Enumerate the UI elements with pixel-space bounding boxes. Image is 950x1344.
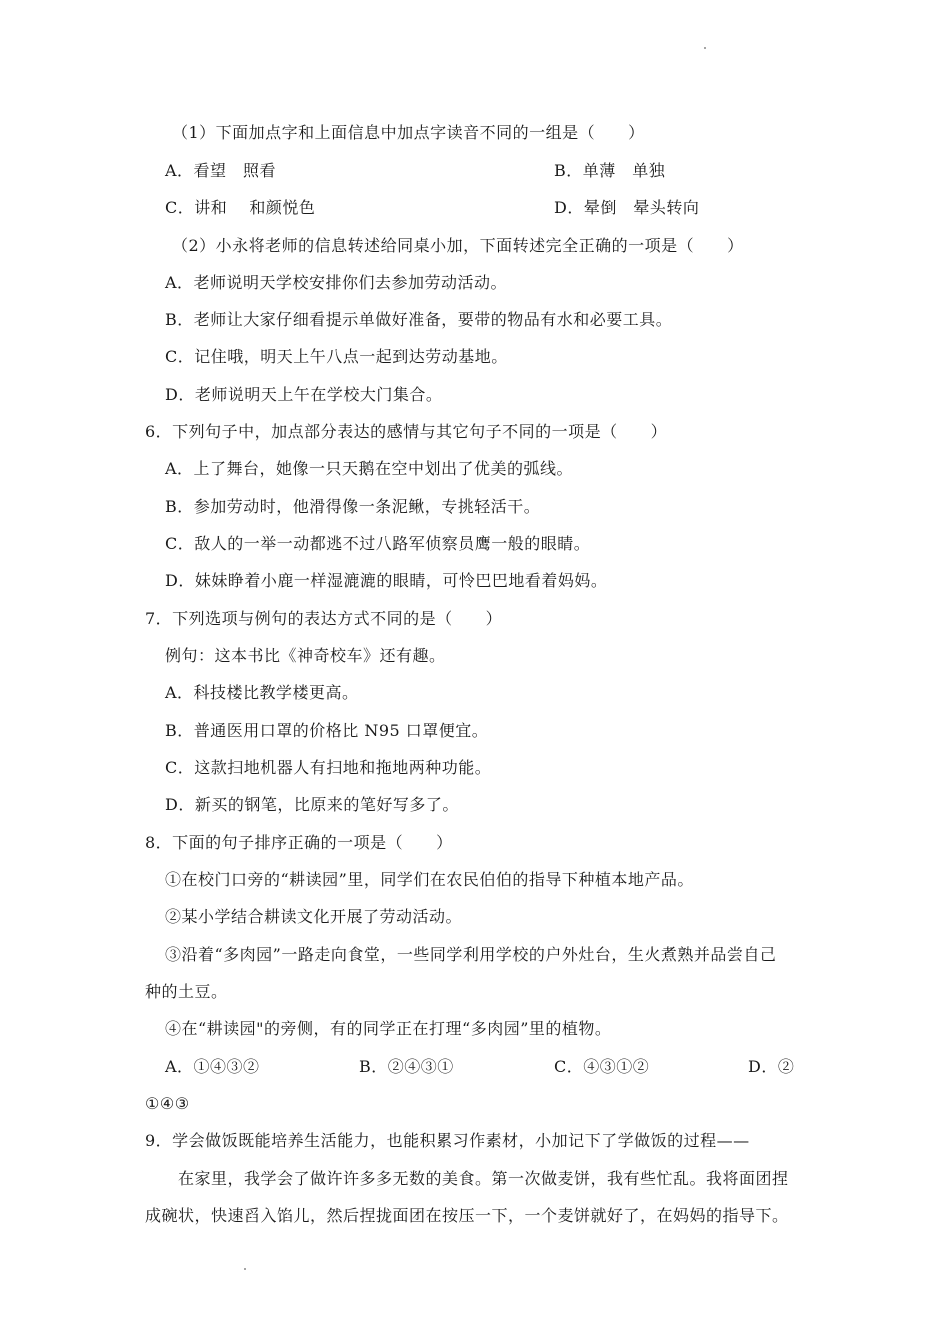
q8-option-b: B．②④③① (359, 1057, 454, 1076)
q5-sub2-stem: （2）小永将老师的信息转述给同桌小加，下面转述完全正确的一项是（ ） (172, 236, 744, 255)
q5-sub1-stem: （1）下面加点字和上面信息中加点字读音不同的一组是（ ） (172, 123, 645, 142)
q9-paragraph-line-2: 成碗状，快速舀入馅儿，然后捏拢面团在按压一下，一个麦饼就好了，在妈妈的指导下。 (145, 1206, 789, 1225)
q8-sentence-4: ④在“耕读园"的旁侧，有的同学正在打理“多肉园”里的植物。 (165, 1019, 612, 1038)
q5-sub2-option-c: C．记住哦，明天上午八点一起到达劳动基地。 (165, 347, 508, 366)
q5-sub1-option-d: D．晕倒 晕头转向 (554, 198, 700, 217)
q9-stem: 9．学会做饭既能培养生活能力，也能积累习作素材，小加记下了学做饭的过程—— (145, 1131, 750, 1150)
q7-stem: 7．下列选项与例句的表达方式不同的是（ ） (145, 609, 503, 628)
q8-sentence-3-cont: 种的土豆。 (145, 982, 228, 1001)
q8-sentence-2: ②某小学结合耕读文化开展了劳动活动。 (165, 907, 463, 926)
q6-option-d: D．妹妹睁着小鹿一样湿漉漉的眼睛，可怜巴巴地看着妈妈。 (165, 571, 608, 590)
q6-option-a: A．上了舞台，她像一只天鹅在空中划出了优美的弧线。 (165, 459, 574, 478)
q5-sub2-option-d: D．老师说明天上午在学校大门集合。 (165, 385, 443, 404)
q5-sub1-option-b: B．单薄 单独 (554, 161, 666, 180)
footer-mark (244, 1268, 246, 1270)
header-mark (704, 47, 706, 49)
q7-option-d: D．新买的钢笔，比原来的笔好写多了。 (165, 795, 459, 814)
q6-option-b: B．参加劳动时，他滑得像一条泥鳅，专挑轻活干。 (165, 497, 541, 516)
q8-option-a: A．①④③② (165, 1057, 260, 1076)
q8-stem: 8．下面的句子排序正确的一项是（ ） (145, 833, 453, 852)
q8-sentence-1: ①在校门口旁的“耕读园”里，同学们在农民伯伯的指导下种植本地产品。 (165, 870, 694, 889)
q5-sub1-option-c: C．讲和 和颜悦色 (165, 198, 316, 217)
q7-example: 例句：这本书比《神奇校车》还有趣。 (165, 646, 446, 665)
q9-paragraph-line-1: 在家里，我学会了做许许多多无数的美食。第一次做麦饼，我有些忙乱。我将面团捏 (178, 1169, 789, 1188)
q7-option-b: B．普通医用口罩的价格比 N95 口罩便宜。 (165, 721, 489, 740)
q7-option-c: C．这款扫地机器人有扫地和拖地两种功能。 (165, 758, 492, 777)
q5-sub2-option-b: B．老师让大家仔细看提示单做好准备，要带的物品有水和必要工具。 (165, 310, 673, 329)
q6-option-c: C．敌人的一举一动都逃不过八路军侦察员鹰一般的眼睛。 (165, 534, 591, 553)
q8-sentence-3: ③沿着“多肉园”一路走向食堂，一些同学利用学校的户外灶台，生火煮熟并品尝自己 (165, 945, 777, 964)
q5-sub1-option-a: A．看望 照看 (165, 161, 277, 180)
q6-stem: 6．下列句子中，加点部分表达的感情与其它句子不同的一项是（ ） (145, 422, 668, 441)
q8-option-d: D．② (748, 1057, 795, 1076)
q8-option-c: C．④③①② (554, 1057, 650, 1076)
q5-sub2-option-a: A．老师说明天学校安排你们去参加劳动活动。 (165, 273, 508, 292)
q7-option-a: A．科技楼比教学楼更高。 (165, 683, 359, 702)
q8-option-d-cont: ①④③ (145, 1094, 190, 1113)
